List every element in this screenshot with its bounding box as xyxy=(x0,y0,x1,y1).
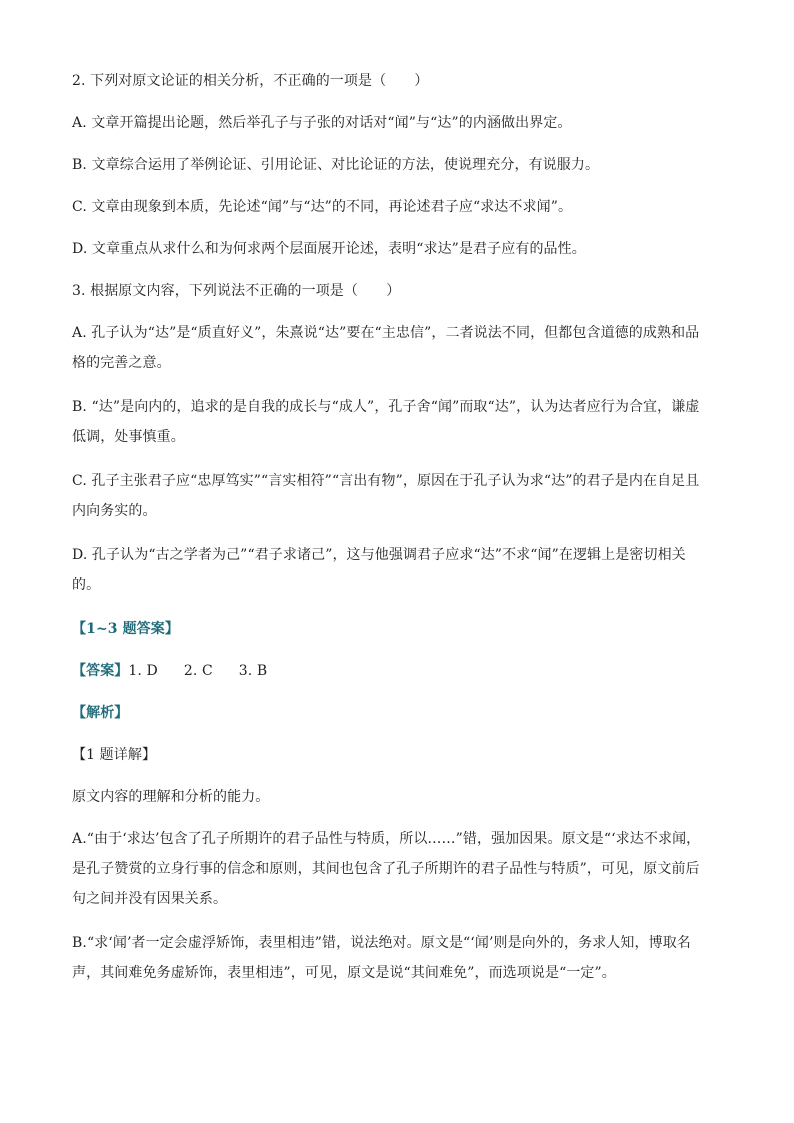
question-2-option-c: C. 文章由现象到本质，先论述“闻”与“达”的不同，再论述君子应“求达不求闻”。 xyxy=(72,199,573,215)
answer-1: 1. D xyxy=(128,663,158,679)
analysis-intro: 原文内容的理解和分析的能力。 xyxy=(72,789,270,805)
answer-line xyxy=(72,656,708,686)
analysis-option-b: B.“求‘闻’者一定会虚浮矫饰，表里相违”错，说法绝对。原文是“‘闻’则是向外的，务求人知，博取名声，其间难免务虚矫饰，表里相违”，可见，原文是说“其间难免”，而选项说是“一定”。 xyxy=(72,935,691,981)
analysis-header: 【解析】 xyxy=(72,705,129,721)
question-3-option-d: D. 孔子认为“古之学者为己”“君子求诸己”，这与他强调君子应求“达”不求“闻”在逻辑上是密切相关的。 xyxy=(72,547,686,593)
question-3-stem: 3. 根据原文内容，下列说法不正确的一项是（ ） xyxy=(72,283,401,299)
question-2-stem: 2. 下列对原文论证的相关分析，不正确的一项是（ ） xyxy=(72,73,429,89)
answer-section-header: 【1~3 题答案】 xyxy=(72,621,179,637)
analysis-option-a: A.“由于‘求达’包含了孔子所期许的君子品性与特质，所以……”错，强加因果。原文是“‘求达不求闻，是孔子赞赏的立身行事的信念和原则，其间也包含了孔子所期许的君子品性与特质”，可见，原文前后句之间并没有因果关系。 xyxy=(72,831,701,907)
answer-3: 3. B xyxy=(238,663,268,679)
question-2-option-d: D. 文章重点从求什么和为何求两个层面展开论述，表明“求达”是君子应有的品性。 xyxy=(72,241,586,257)
question-3-option-b: B. “达”是向内的，追求的是自我的成长与“成人”，孔子舍“闻”而取“达”，认为达者应行为合宜，谦虚低调，处事慎重。 xyxy=(72,399,700,445)
question-3-option-c: C. 孔子主张君子应“忠厚笃实”“言实相符”“言出有物”，原因在于孔子认为求“达”的君子是内在自足且内向务实的。 xyxy=(72,473,700,519)
question-2-option-a: A. 文章开篇提出论题，然后举孔子与子张的对话对“闻”与“达”的内涵做出界定。 xyxy=(72,115,572,131)
answer-label: 【答案】 xyxy=(72,663,129,679)
question-3-option-a: A. 孔子认为“达”是“质直好义”，朱熹说“达”要在“主忠信”，二者说法不同，但都包含道德的成熟和品格的完善之意。 xyxy=(72,325,700,371)
detail-header: 【1 题详解】 xyxy=(72,747,157,763)
answer-2: 2. C xyxy=(183,663,213,679)
question-2-option-b: B. 文章综合运用了举例论证、引用论证、对比论证的方法，使说理充分，有说服力。 xyxy=(72,157,600,173)
